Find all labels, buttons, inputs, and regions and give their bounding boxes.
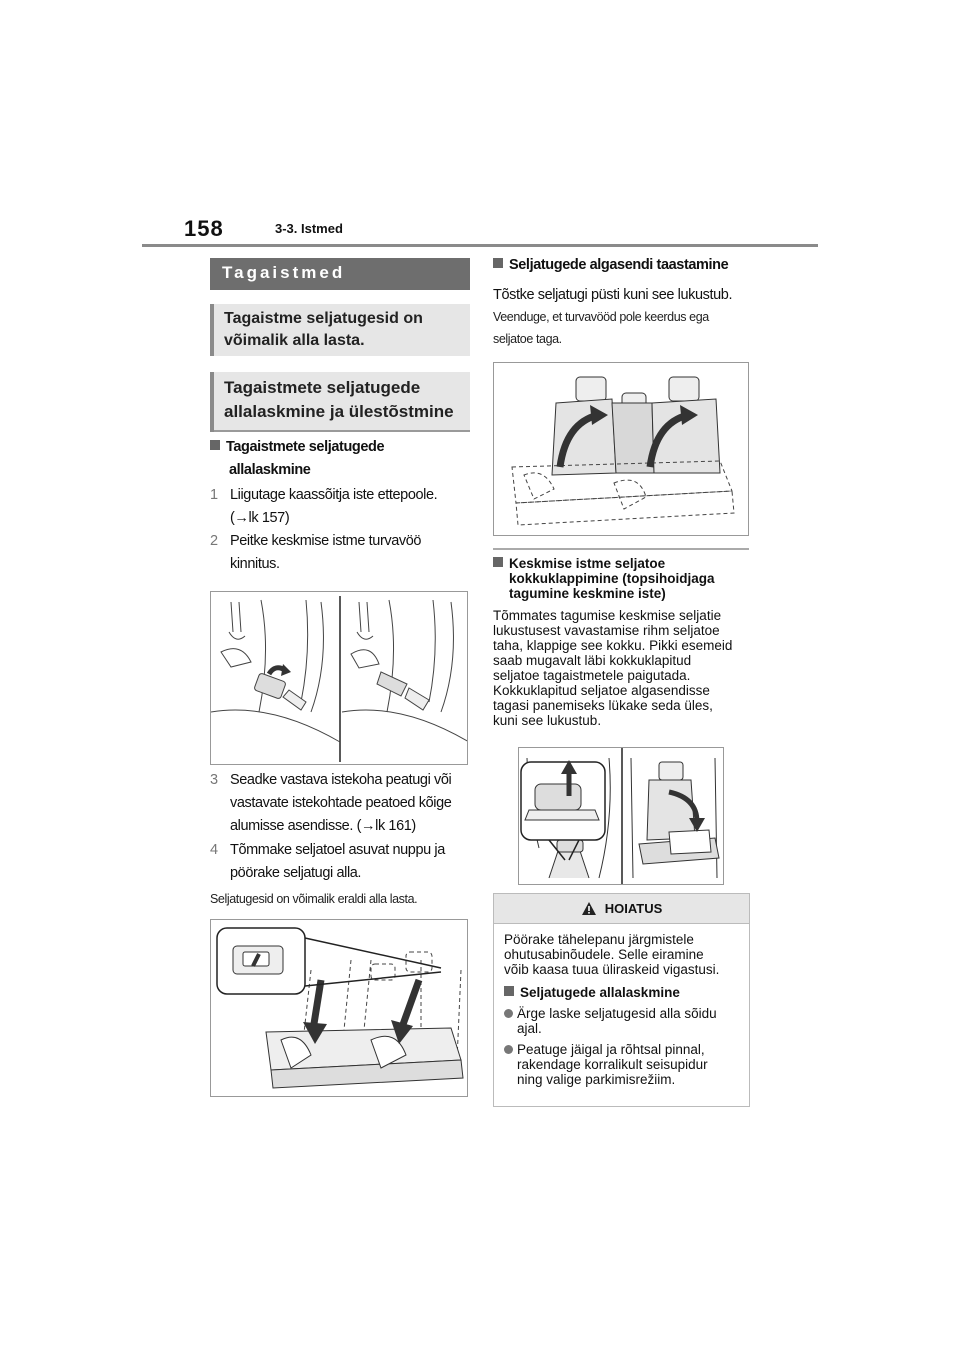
square-bullet-icon bbox=[210, 440, 220, 450]
subhead-restore: Seljatugede algasendi taastamine bbox=[493, 254, 728, 277]
step-1: 1 Liigutage kaassõitja iste ettepoole. (→lk 157) bbox=[210, 487, 438, 526]
note-separate: Seljatugesid on võimalik eraldi alla lasta. bbox=[210, 892, 418, 906]
info-band-line1: Tagaistme seljatugesid on bbox=[224, 310, 423, 327]
right-divider bbox=[493, 548, 749, 550]
warning-body bbox=[494, 924, 749, 1095]
topic-band-line2: allalaskmine ja ülestõstmine bbox=[224, 401, 454, 421]
info-band bbox=[210, 304, 470, 356]
figure-seat-folding bbox=[210, 919, 468, 1097]
step-2: 2 Peitke keskmise istme turvavöö kinnitus. bbox=[210, 533, 422, 572]
figure-center-seat-fold bbox=[518, 747, 724, 885]
square-bullet-icon bbox=[504, 986, 514, 996]
warning-title: HOIATUS bbox=[604, 901, 663, 916]
note-seatbelts: Veenduge, et turvavööd pole keerdus ega seljatoe taga. bbox=[493, 310, 709, 346]
square-bullet-icon bbox=[493, 258, 503, 268]
warning-header bbox=[494, 894, 749, 924]
page-number: 158 bbox=[184, 216, 224, 241]
para-raise: Tõstke seljatugi püsti kuni see lukustub. bbox=[493, 287, 733, 303]
step-3: 3 Seadke vastava istekoha peatugi või vastavate istekohtade peatoed kõige alumisse asendisse. (→lk 161) bbox=[210, 772, 452, 834]
subhead-center-fold: Keskmise istme seljatoe kokkuklappimine (topsihoidjaga tagumine keskmine iste) bbox=[493, 556, 715, 601]
header-rule bbox=[142, 244, 818, 247]
warning-intro: Pöörake tähelepanu järgmistele ohutusabinõudele. Selle eiramine võib kaasa tuua üliraskeid vigastusi. bbox=[504, 932, 720, 977]
para-center-fold: Tõmmates tagumise keskmise seljatie lukustusest vavastamise rihm seljatoe taha, klappige see kokku. Pikki esemeid saab mugavalt läbi kokkuklapitud seljatoe tagaistmetele paigutada. Kokkuklapitud seljatoe algasendisse tagasi panemiseks lükake seda üles, kuni see lukustub. bbox=[493, 608, 733, 728]
subhead-lowering: Tagaistmete seljatugede allalaskmine bbox=[210, 436, 384, 482]
figure-seatbelt-buckle bbox=[210, 591, 468, 765]
section-title: 3-3. Istmed bbox=[275, 221, 343, 236]
warning-triangle-icon bbox=[581, 897, 597, 927]
chapter-band: Tagaistmed bbox=[210, 258, 470, 290]
step-4: 4 Tõmmake seljatoel asuvat nuppu ja pöörake seljatugi alla. bbox=[210, 842, 445, 881]
topic-band-line1: Tagaistmete seljatugede bbox=[224, 378, 421, 397]
round-bullet-icon bbox=[504, 1009, 513, 1018]
warning-bullet-1: Ärge laske seljatugesid alla sõidu ajal. bbox=[504, 1006, 739, 1036]
warning-box bbox=[493, 893, 750, 1107]
figure-seat-raising bbox=[493, 362, 749, 536]
info-band-line2: võimalik alla lasta. bbox=[224, 332, 365, 350]
round-bullet-icon bbox=[504, 1045, 513, 1054]
topic-band bbox=[210, 372, 470, 432]
warning-bullet-2: Peatuge jäigal ja rõhtsal pinnal, rakendage korralikult seisupidur ning valige parkimisrežiim. bbox=[504, 1042, 739, 1087]
warning-subhead: Seljatugede allalaskmine bbox=[504, 985, 739, 1000]
topic-band-underline bbox=[214, 430, 470, 432]
square-bullet-icon bbox=[493, 557, 503, 567]
